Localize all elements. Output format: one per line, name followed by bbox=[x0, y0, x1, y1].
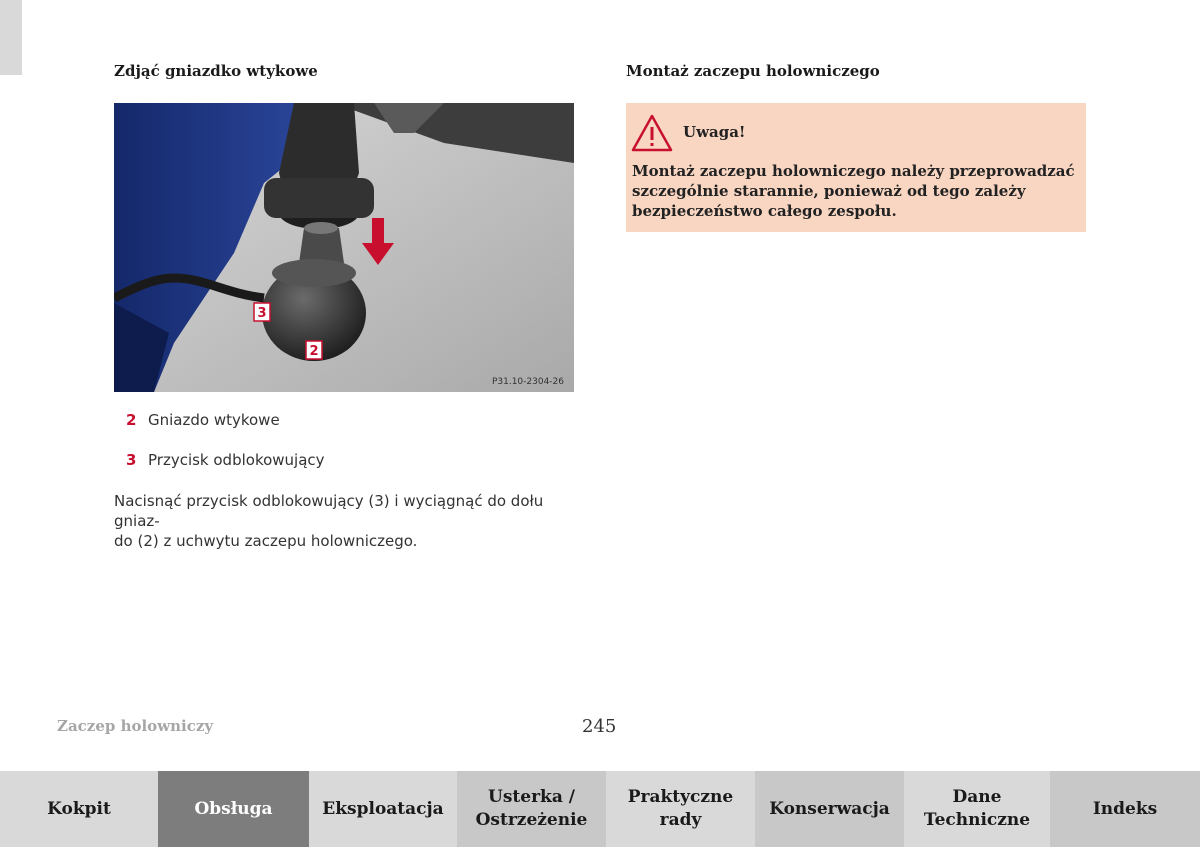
warning-text: Montaż zaczepu holowniczego należy przeprowadzać szczególnie starannie, ponieważ od tego zależy bezpieczeństwo całego zespołu. bbox=[632, 162, 1075, 220]
instruction-text: Nacisnąć przycisk odblokowujący (3) i wyciągnąć do dołu gniaz- do (2) z uchwytu zaczepu holowniczego. bbox=[114, 492, 544, 550]
nav-tab-dane-techniczne[interactable]: Dane Techniczne bbox=[904, 771, 1050, 847]
warning-title: Uwaga! bbox=[683, 123, 746, 141]
bottom-navigation bbox=[0, 771, 1200, 847]
warning-box bbox=[626, 103, 1086, 232]
nav-tab-indeks[interactable]: Indeks bbox=[1050, 771, 1200, 847]
page-number: 245 bbox=[582, 716, 617, 737]
legend-label: Gniazdo wtykowe bbox=[148, 411, 280, 429]
callout-2 bbox=[306, 341, 322, 359]
figure-code: P31.10-2304-26 bbox=[491, 377, 564, 387]
legend-number: 2 bbox=[126, 411, 137, 429]
callout-3 bbox=[254, 303, 270, 321]
legend-label: Przycisk odblokowujący bbox=[148, 451, 325, 469]
corner-tab-marker bbox=[0, 0, 22, 75]
nav-tab-praktyczne-rady[interactable]: Praktyczne rady bbox=[606, 771, 755, 847]
nav-tab-usterka[interactable]: Usterka / Ostrzeżenie bbox=[457, 771, 606, 847]
footer-section-title: Zaczep holowniczy bbox=[57, 717, 214, 735]
nav-tab-konserwacja[interactable]: Konserwacja bbox=[755, 771, 904, 847]
figure-socket-removal bbox=[114, 103, 574, 392]
nav-tab-eksploatacja[interactable]: Eksploatacja bbox=[309, 771, 457, 847]
right-section-heading: Montaż zaczepu holowniczego bbox=[626, 62, 880, 80]
svg-text:3: 3 bbox=[257, 306, 267, 321]
left-section-heading: Zdjąć gniazdko wtykowe bbox=[114, 62, 318, 80]
legend-number: 3 bbox=[126, 451, 137, 469]
legend-item-socket bbox=[126, 411, 280, 429]
nav-tab-kokpit[interactable]: Kokpit bbox=[0, 771, 158, 847]
svg-text:2: 2 bbox=[309, 344, 319, 359]
legend-item-release-button bbox=[126, 451, 325, 469]
warning-triangle-icon bbox=[631, 114, 673, 152]
nav-tab-obsluga[interactable]: Obsługa bbox=[158, 771, 309, 847]
